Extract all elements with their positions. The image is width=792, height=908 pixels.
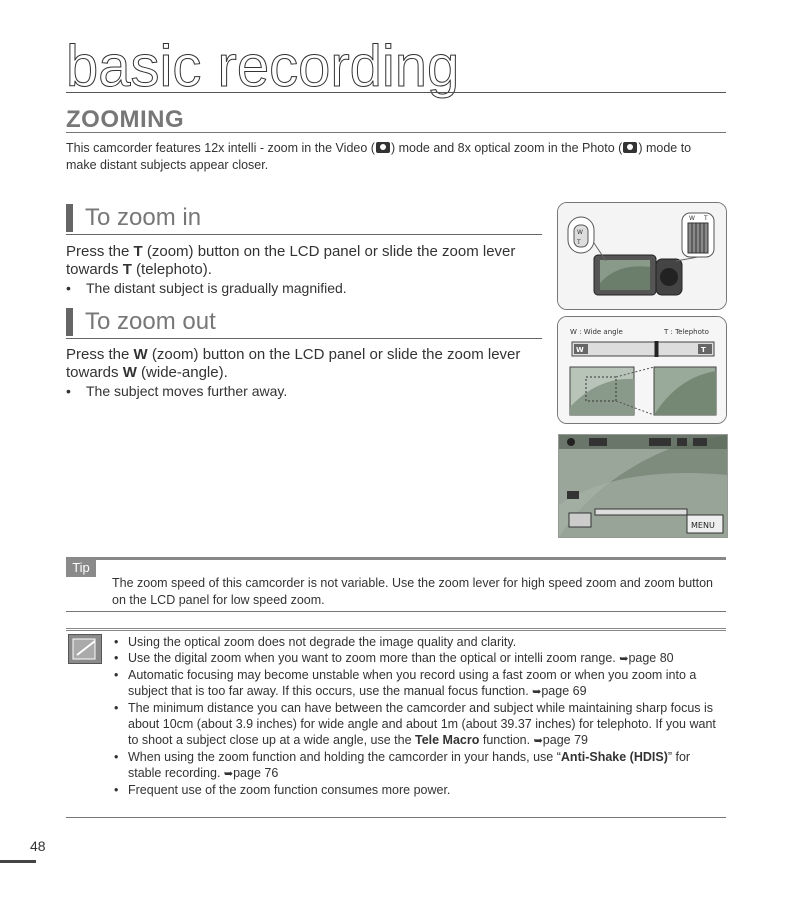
- note-item: • Frequent use of the zoom function consumes more power.: [114, 782, 726, 798]
- note-item: • Using the optical zoom does not degrade the image quality and clarity.: [114, 634, 726, 650]
- zoom-out-rule: [66, 338, 542, 339]
- tip-rule-top: [66, 557, 726, 560]
- zoom-range-illustration: [558, 317, 726, 423]
- intro-text-1: This camcorder features 12x intelli - zoom in the Video (: [66, 141, 375, 155]
- tip-rule-bottom: [66, 611, 726, 612]
- note-icon: [68, 634, 102, 664]
- chapter-rule: [66, 92, 726, 93]
- note-item: • Use the digital zoom when you want to zoom more than the optical or intelli zoom range. ➥page 80: [114, 650, 726, 667]
- note-item: • The minimum distance you can have between the camcorder and subject while maintaining sharp focus is about 10cm (about 3.9 inches) for wide angle and about 1m (about 39.37 inches) for telephoto. If you want to shoot a subject close up at a wide angle, use the Tele Macro function. ➥page 79: [114, 700, 726, 749]
- wide-angle-label: W : Wide angle: [570, 328, 623, 336]
- tip-text: The zoom speed of this camcorder is not variable. Use the zoom lever for high speed zoom and zoom button on the LCD panel for low speed zoom.: [112, 576, 714, 607]
- lcd-t-label: T: [577, 239, 581, 246]
- section-title: ZOOMING: [66, 106, 185, 133]
- tip-badge: Tip: [66, 559, 96, 577]
- lcd-screen-illustration: [559, 435, 727, 537]
- zoom-in-bullet: • The distant subject is gradually magnified.: [66, 280, 347, 296]
- camcorder-illustration: [558, 203, 726, 309]
- photo-mode-icon: [623, 142, 637, 153]
- intro-text-3: ) mode to make distant subjects appear closer.: [66, 141, 692, 172]
- zoom-out-heading: [66, 308, 216, 336]
- zoom-level-marker: [655, 341, 659, 357]
- lcd-w-label: W: [577, 229, 583, 236]
- zoom-in-title: To zoom in: [85, 204, 202, 231]
- zoom-out-title: To zoom out: [85, 308, 216, 335]
- zoom-in-text: Press the T (zoom) button on the LCD panel or slide the zoom lever towards T (telephoto).: [66, 243, 516, 278]
- note-item: • When using the zoom function and holding the camcorder in your hands, use “Anti-Shake (HDIS)” for stable recording. ➥page 76: [114, 749, 726, 782]
- notes-list: [114, 634, 726, 798]
- intro-paragraph: [66, 140, 706, 174]
- camcorder-lcd-figure: [557, 202, 727, 310]
- page-tab: [0, 860, 36, 863]
- section-rule: [66, 132, 726, 133]
- heading-bar: [66, 204, 73, 232]
- zoom-bar-w: W: [576, 346, 584, 354]
- notes-rule-bottom: [66, 817, 726, 818]
- zoom-in-rule: [66, 234, 542, 235]
- zoom-bar-t: T: [701, 346, 706, 354]
- screen-menu-label: MENU: [691, 521, 715, 530]
- video-mode-icon: [376, 142, 390, 153]
- zoom-in-heading: [66, 204, 201, 232]
- zoom-out-text: Press the W (zoom) button on the LCD panel or slide the zoom lever towards W (wide-angle).: [66, 346, 521, 381]
- lever-t-label: T: [704, 215, 708, 222]
- zoom-out-bullet: • The subject moves further away.: [66, 383, 288, 399]
- zoom-range-figure: [557, 316, 727, 424]
- heading-bar: [66, 308, 73, 336]
- page-number: 48: [30, 838, 46, 854]
- chapter-title: basic recording: [66, 34, 460, 99]
- lcd-screen-figure: [558, 434, 728, 538]
- intro-text-2: ) mode and 8x optical zoom in the Photo (: [390, 141, 623, 155]
- lever-w-label: W: [689, 215, 695, 222]
- notes-rule-top: [66, 628, 726, 631]
- telephoto-label: T : Telephoto: [664, 328, 709, 336]
- note-item: • Automatic focusing may become unstable when you record using a fast zoom or when you zoom into a subject that is too far away. If this occurs, use the manual focus function. ➥page 69: [114, 667, 726, 700]
